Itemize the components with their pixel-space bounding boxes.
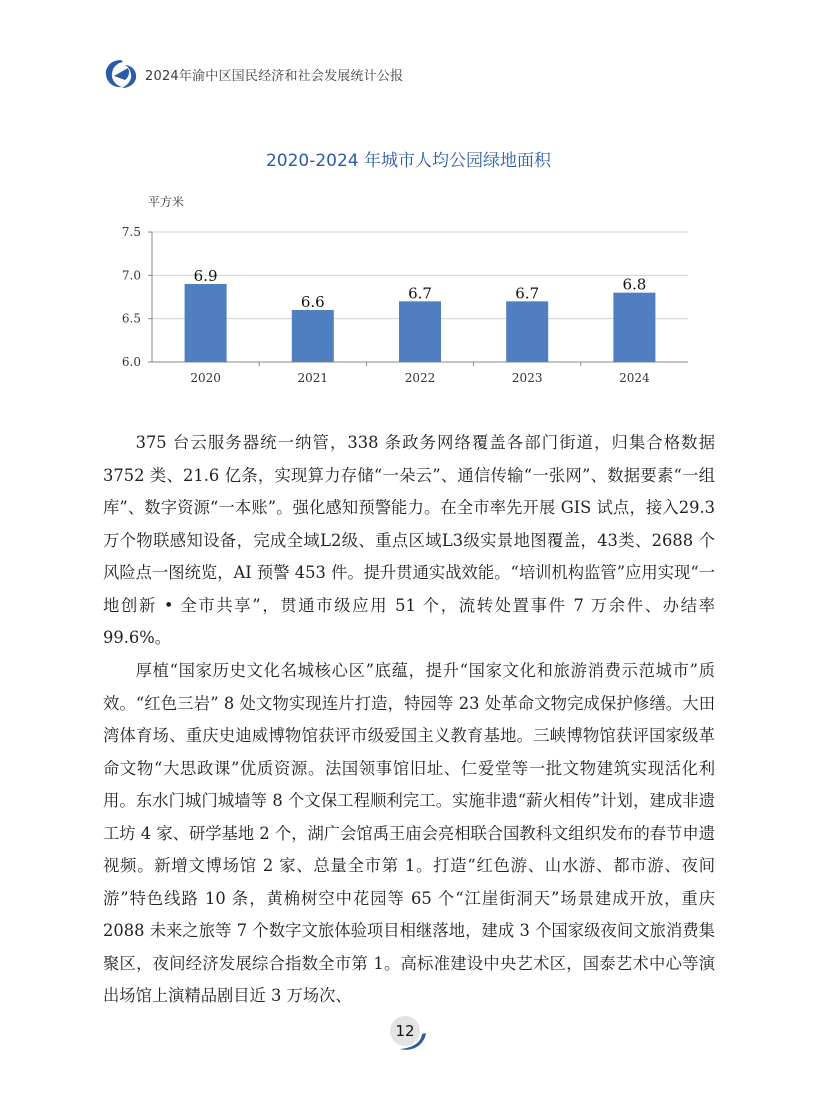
x-tick-label: 2024 [619, 371, 650, 385]
paragraph-text: 厚植“国家历史文化名城核心区”底蕴，提升“国家文化和旅游消费示范城市”质效。“红色三岩” 8 处文物实现连片打造，特园等 23 处革命文物完成保护修缮。大田湾体育场、重庆史迪威博物馆获评市级爱国主义教育基地。三峡博物馆获评国家级革命文物“大思政课”优质资源。法国领事馆旧址、仁爱堂等一批文物建筑实现活化利用。东水门城门城墙等 8 个文保工程顺利完工。实施非遗“薪火相传”计划，建成非遗工坊 4 家、研学基地 2 个，湖广会馆禹王庙会亮相联合国教科文组织发布的春节申遗视频。新增文博场馆 2 家、总量全市第 1。打造“红色游、山水游、都市游、夜间游”特色线路 10 条，黄桷树空中花园等 65 个“江崖街洞天”场景建成开放，重庆 2088 未来之旅等 7 个数字文旅体验项目相继落地，建成 3 个国家级夜间文旅消费集聚区，夜间经济发展综合指数全市第 1。高标准建设中央艺术区，国泰艺术中心等演出场馆上演精品剧目近 3 万场次、 [103, 661, 715, 1005]
body-paragraph-1 [103, 427, 715, 655]
data-label: 6.7 [515, 284, 540, 303]
bar [506, 301, 548, 362]
y-tick-label: 6.0 [121, 355, 141, 369]
stats-bureau-logo-icon [103, 57, 139, 91]
bar [185, 284, 227, 362]
data-label: 6.9 [193, 267, 218, 285]
x-tick-label: 2021 [297, 371, 329, 385]
paragraph-text: 375 台云服务器统一纳管，338 条政务网络覆盖各部门街道，归集合格数据 3752 类、21.6 亿条，实现算力存储“一朵云”、通信传输“一张网”、数据要素“一组库”、数字资源“一本账”。强化感知预警能力。在全市率先开展 GIS 试点，接入29.3 万个物联感知设备，完成全域L2级、重点区域L3级实景地图覆盖，43类、2688 个风险点一图统览，AI 预警 453 件。提升贯通实战效能。“培训机构监管”应用实现“一地创新 • 全市共享”，贯通市级应用 51 个，流转处置事件 7 万余件、办结率 99.6%。 [103, 433, 715, 647]
page-header [103, 57, 403, 91]
data-label: 6.6 [300, 293, 325, 311]
bar [292, 310, 334, 362]
page-number-badge [388, 1013, 434, 1053]
chart-title: 2020-2024 年城市人均公园绿地面积 [265, 151, 552, 171]
x-tick-label: 2022 [404, 371, 436, 385]
x-tick-label: 2023 [511, 371, 543, 385]
y-tick-label: 6.5 [121, 311, 141, 326]
data-label: 6.8 [622, 275, 647, 294]
bar [399, 301, 441, 362]
body-paragraph-2 [103, 655, 715, 1013]
report-title: 2024年渝中区国民经济和社会发展统计公报 [145, 68, 404, 84]
page-number: 12 [390, 1016, 420, 1046]
y-axis-unit-label: 平方米 [148, 195, 185, 209]
y-tick-label: 7.5 [121, 225, 141, 239]
y-tick-label: 7.0 [121, 268, 141, 283]
x-tick-label: 2020 [190, 371, 221, 385]
bar [613, 293, 655, 362]
bar-chart [90, 185, 690, 400]
data-label: 6.7 [408, 284, 432, 303]
